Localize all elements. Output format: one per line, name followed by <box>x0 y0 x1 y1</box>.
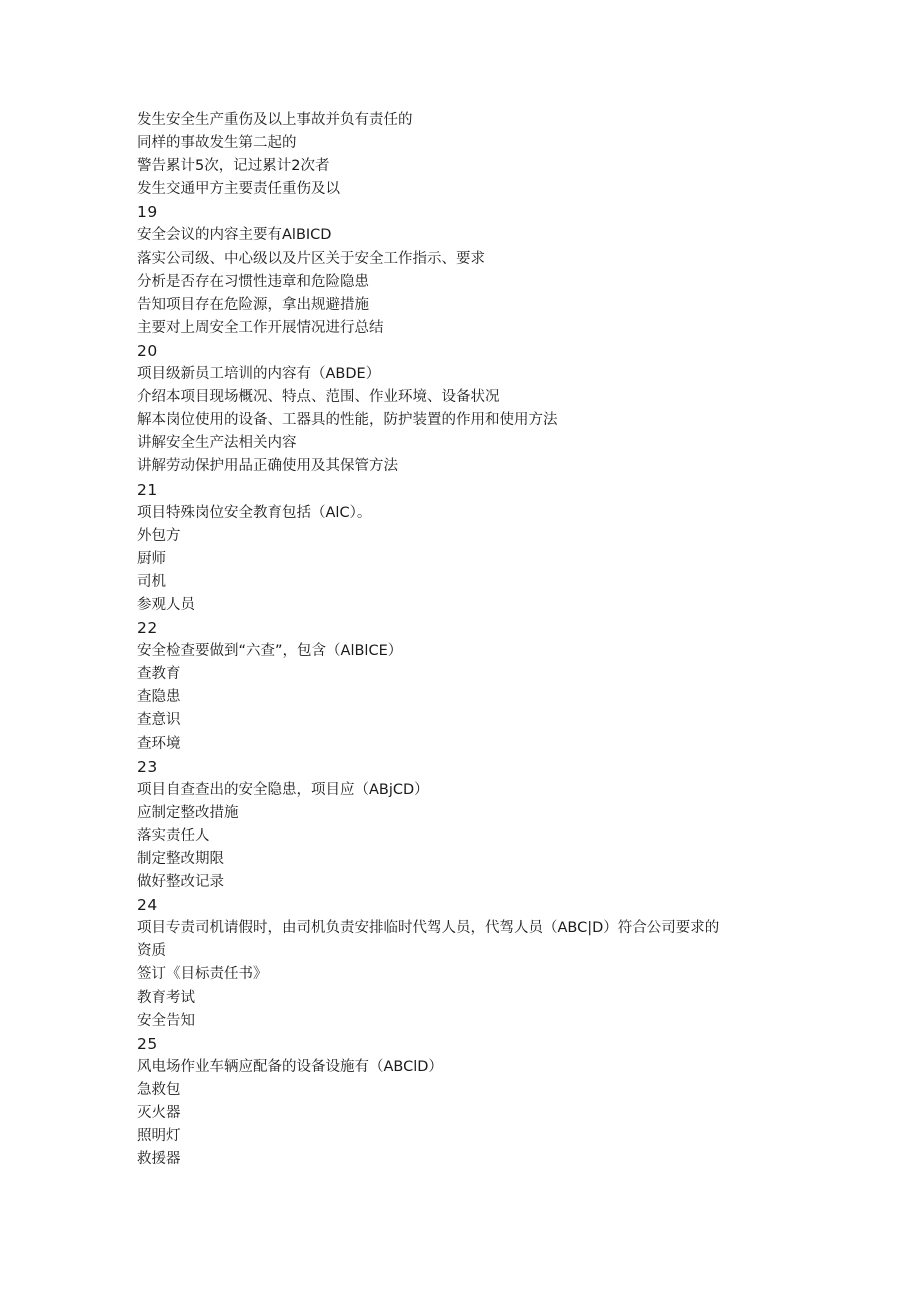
text-line: 风电场作业车辆应配备的设备设施有（ABClD） <box>137 1058 443 1075</box>
text-line: 照明灯 <box>137 1128 181 1145</box>
text-line: 项目特殊岗位安全教育包括（AlC）。 <box>137 504 372 521</box>
text-line: 救援器 <box>137 1151 181 1168</box>
text-line: 做好整改记录 <box>137 874 224 891</box>
text-line: 安全告知 <box>137 1012 195 1029</box>
text-line: 查隐患 <box>137 689 181 706</box>
text-line: 参观人员 <box>137 596 195 613</box>
text-line: 灭火器 <box>137 1105 181 1122</box>
text-line: 告知项目存在危险源，拿出规避措施 <box>137 296 369 313</box>
text-line: 落实公司级、中心级以及片区关于安全工作指示、要求 <box>137 250 485 267</box>
question-number: 23 <box>137 757 158 776</box>
text-line: 签订《目标责任书》 <box>137 966 268 983</box>
text-line: 主要对上周安全工作开展情况进行总结 <box>137 319 384 336</box>
text-line: 查意识 <box>137 712 181 729</box>
text-line: 查环境 <box>137 735 181 752</box>
document-body <box>137 109 797 1171</box>
text-line: 查教育 <box>137 666 181 683</box>
text-line: 讲解劳动保护用品正确使用及其保管方法 <box>137 458 398 475</box>
text-line: 介绍本项目现场概况、特点、范围、作业环境、设备状况 <box>137 389 500 406</box>
text-line: 厨师 <box>137 550 166 567</box>
text-line: 发生安全生产重伤及以上事故并负有责任的 <box>137 112 413 128</box>
text-line: 讲解安全生产法相关内容 <box>137 435 297 452</box>
text-line: 落实责任人 <box>137 827 210 844</box>
text-line: 安全检查要做到“六查”，包含（AlBlCE） <box>137 643 403 660</box>
text-line: 制定整改期限 <box>137 851 224 867</box>
text-line: 分析是否存在习惯性违章和危险隐患 <box>137 273 369 290</box>
text-line: 警告累计5次，记过累计2次者 <box>137 158 330 175</box>
question-number: 19 <box>137 203 158 222</box>
text-line: 外包方 <box>137 527 181 544</box>
question-number: 20 <box>137 341 158 360</box>
text-line: 项目级新员工培训的内容有（ABDE） <box>137 366 381 383</box>
question-number: 24 <box>137 896 158 915</box>
text-line: 项目自查查出的安全隐患，项目应（ABjCD） <box>137 781 429 798</box>
text-line: 发生交通甲方主要责任重伤及以 <box>137 181 340 198</box>
text-line: 教育考试 <box>137 989 195 1006</box>
text-line: 同样的事故发生第二起的 <box>137 135 297 152</box>
text-line: 司机 <box>137 573 166 590</box>
text-line: 项目专责司机请假时，由司机负责安排临时代驾人员，代驾人员（ABC|D）符合公司要求的 <box>137 920 720 937</box>
question-number: 21 <box>137 480 158 499</box>
question-number: 25 <box>137 1034 158 1053</box>
text-line: 资质 <box>137 943 166 960</box>
text-line: 应制定整改措施 <box>137 804 239 821</box>
question-number: 22 <box>137 619 158 638</box>
text-line: 安全会议的内容主要有AlBICD <box>137 227 332 244</box>
text-line: 急救包 <box>137 1081 181 1098</box>
text-line: 解本岗位使用的设备、工器具的性能，防护装置的作用和使用方法 <box>137 412 558 429</box>
